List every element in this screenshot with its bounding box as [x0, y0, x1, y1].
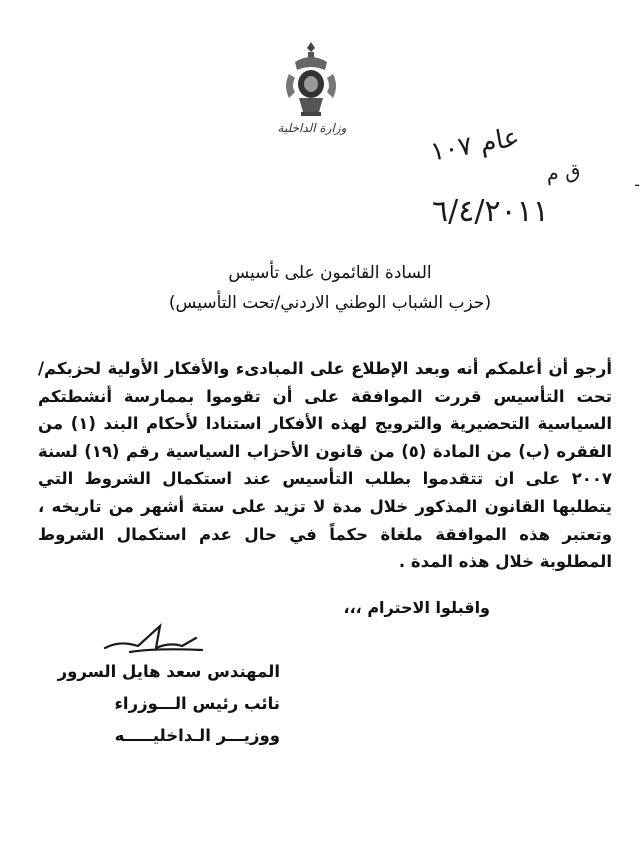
jordan-coat-of-arms-icon [281, 40, 341, 118]
letter-body [38, 355, 612, 576]
handwritten-date: ٦/٤/٢٠١١ [432, 194, 549, 229]
handwritten-reference: ق م [544, 158, 582, 186]
ministry-name: وزارة الداخلية [277, 121, 347, 135]
signatory-title-2: ووزيـــر الـداخليـــــه [114, 726, 280, 745]
addressee-block [120, 258, 540, 318]
closing-line: واقبلوا الاحترام ،،، [343, 598, 490, 617]
addressee-line-1: السادة القائمون على تأسيس [228, 263, 432, 283]
handwritten-year-note: عام ١٠٧ [428, 122, 522, 168]
signatory-name: المهندس سعد هايل السرور [57, 662, 280, 681]
edge-mark: - [634, 175, 640, 194]
signatory-block [40, 656, 280, 752]
body-paragraph: أرجو أن أعلمكم أنه وبعد الإطلاع على المبادىء والأفكار الأولية لحزبكم/ تحت التأسيس قررت الموافقة على أن تقوموا بممارسة أنشطتكم السياسية التحضيرية والترويج لهذه الأفكار استنادا لأحكام البند (١) من الفقره (ب) من المادة (٥) من قانون الأحزاب السياسية رقم (١٩) لسنة ٢٠٠٧ على ان تتقدموا بطلب التأسيس عند استكمال الشروط التي يتطلبها القانون المذكور خلال مدة لا تزيد على ستة أشهر من تاريخه ، وتعتبر هذه الموافقة ملغاة حكماً في حال عدم استكمال الشروط المطلوبة خلال هذه المدة . [38, 359, 613, 572]
addressee-line-2: (حزب الشباب الوطني الاردني/تحت التأسيس) [168, 293, 492, 313]
signatory-title-1: نائب رئيس الـــوزراء [114, 694, 280, 713]
